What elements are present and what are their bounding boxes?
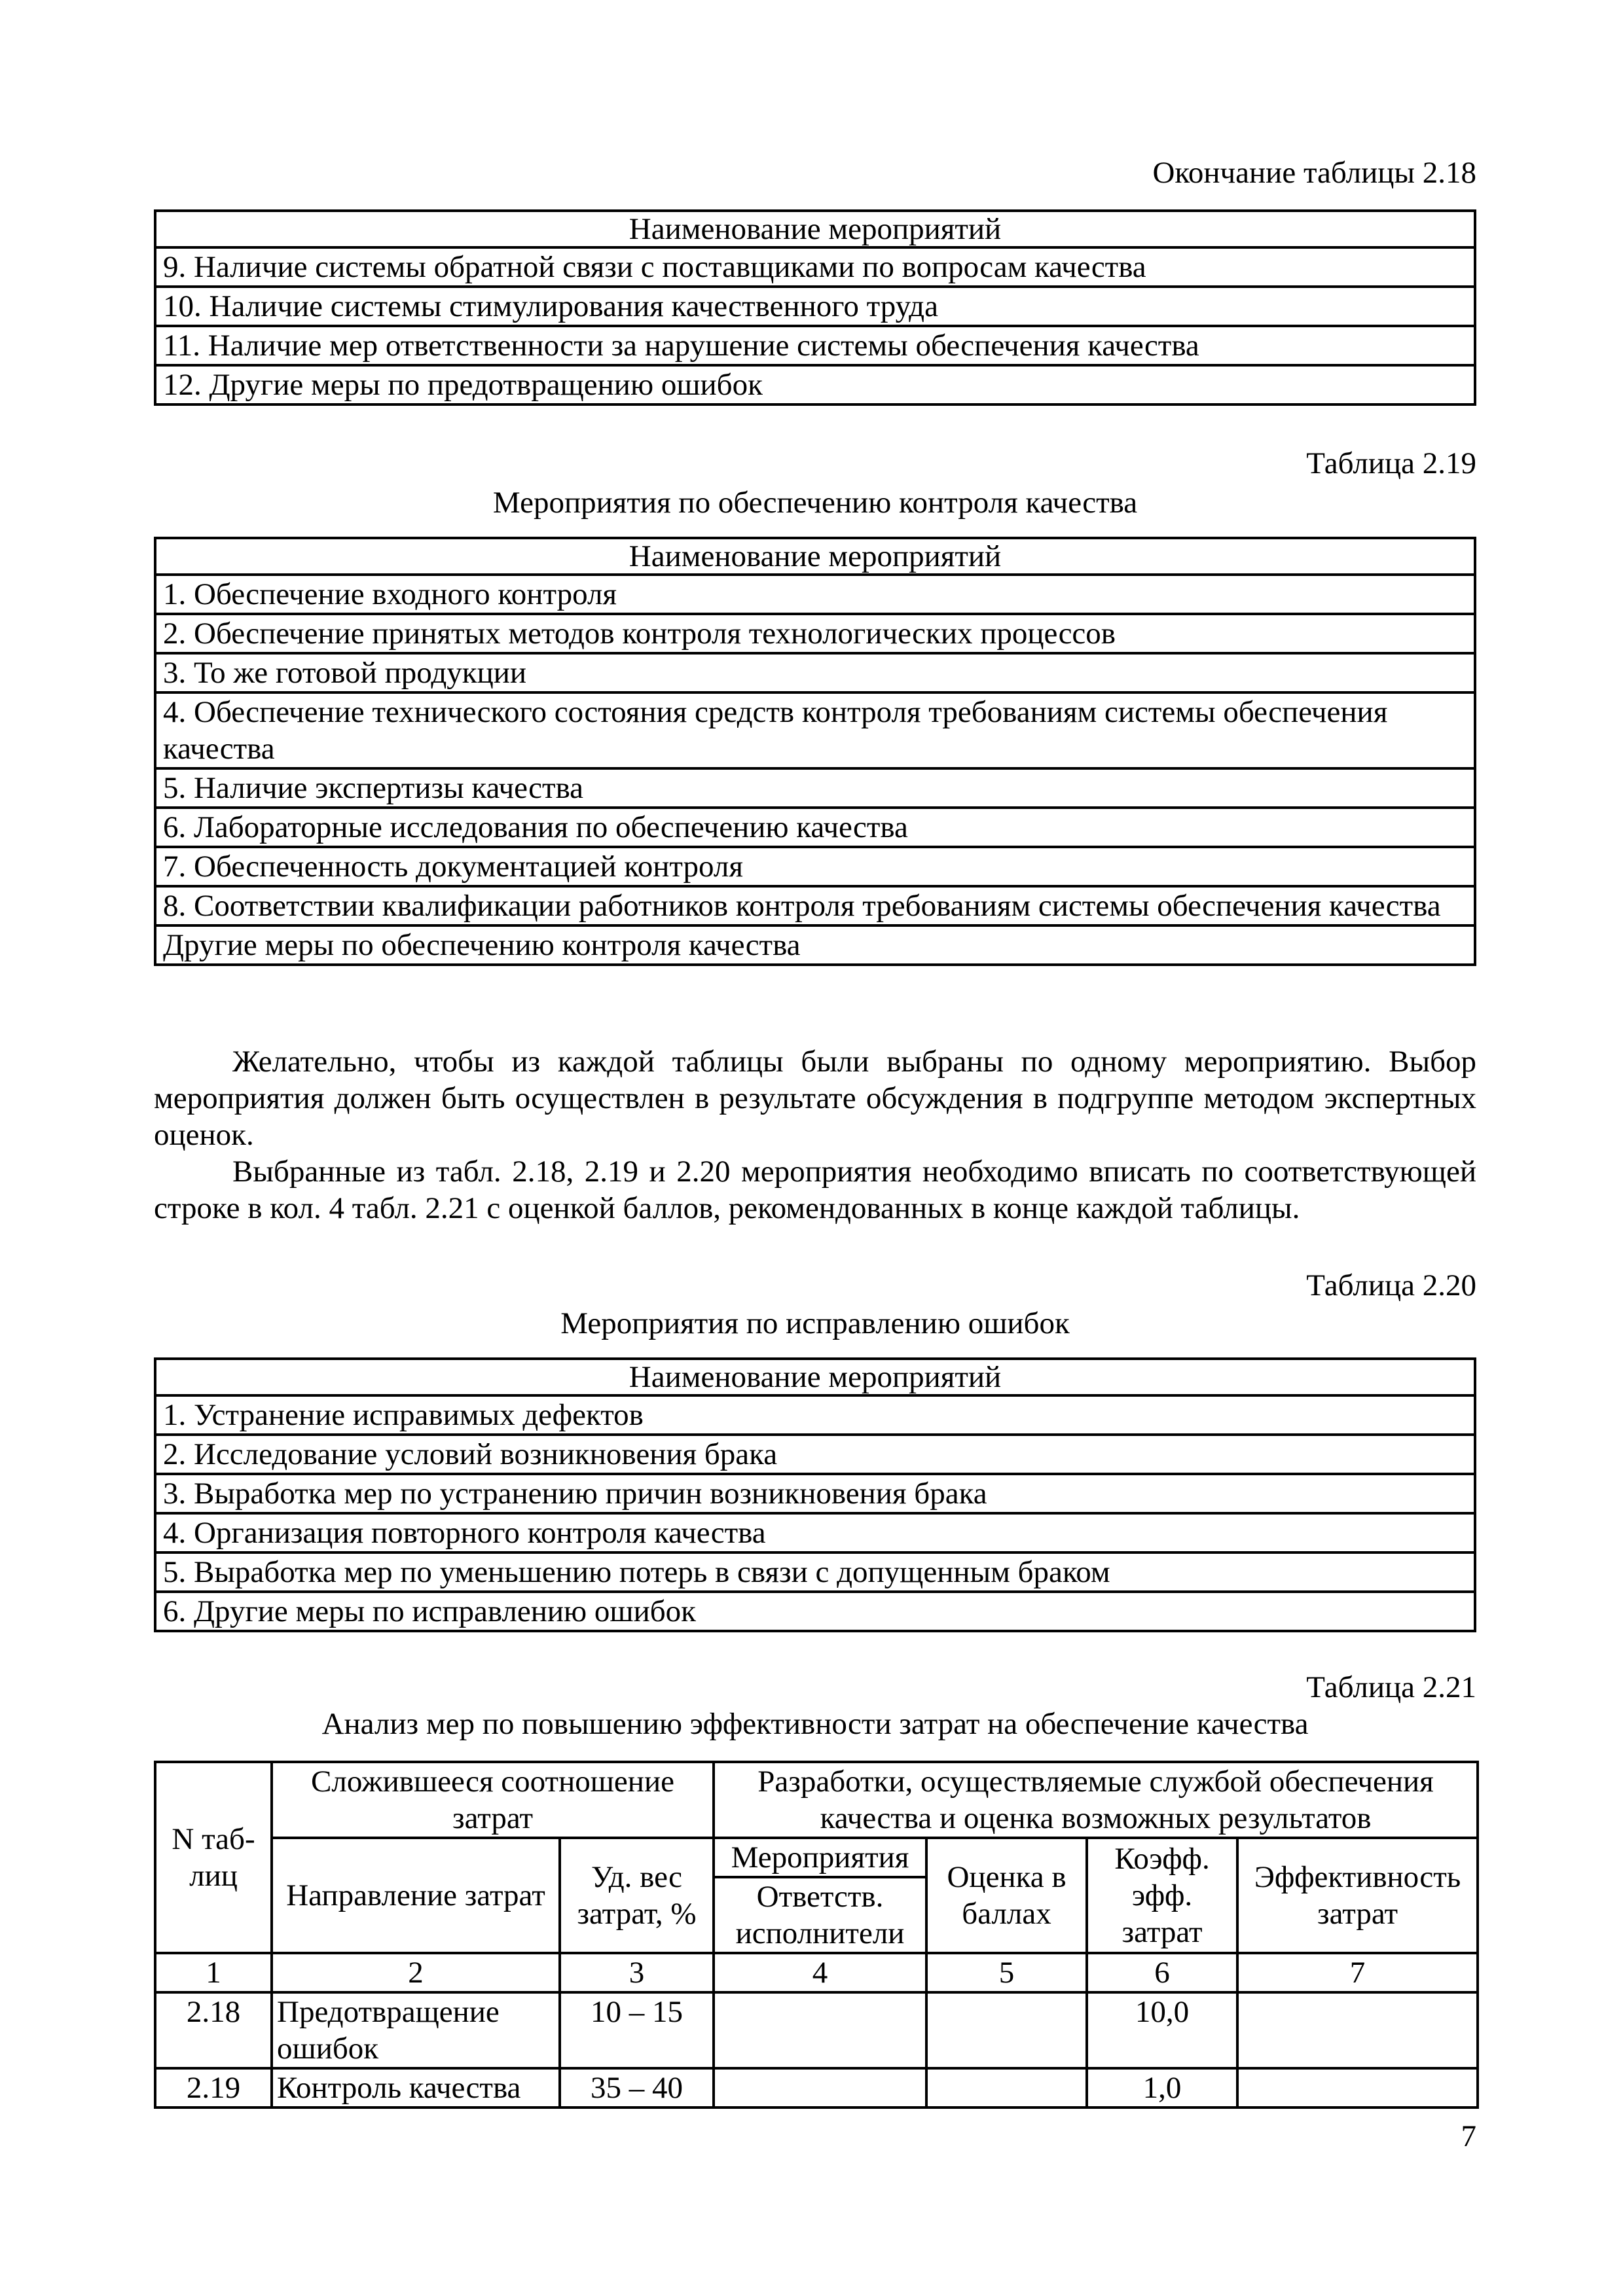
t19-header: Наименование мероприятий — [155, 538, 1475, 575]
t21-cell-share: 10 – 15 — [560, 1992, 714, 2068]
page-number: 7 — [1461, 2119, 1476, 2153]
t20-header: Наименование мероприятий — [155, 1359, 1475, 1395]
t21-cell-tab: 2.18 — [155, 1992, 272, 2068]
t21-title: Анализ мер по повышению эффективности затрат на обеспечение качества — [321, 1707, 1309, 1741]
table-row: 6. Другие меры по исправлению ошибок — [155, 1592, 1475, 1631]
t21-col-number: 5 — [926, 1953, 1087, 1992]
table-row: 5. Наличие экспертизы качества — [155, 768, 1475, 808]
table-2-21 — [154, 1761, 1479, 2109]
paragraph: Выбранные из табл. 2.18, 2.19 и 2.20 мероприятия необходимо вписать по соответствующей строке в кол. 4 табл. 2.21 с оценкой баллов, рекомендованных в конце каждой таблицы. — [154, 1155, 1476, 1225]
table-row: 5. Выработка мер по уменьшению потерь в связи с допущенным браком — [155, 1552, 1475, 1592]
table-row: 11. Наличие мер ответственности за нарушение системы обеспечения качества — [155, 326, 1475, 365]
t19-title: Мероприятия по обеспечению контроля качества — [492, 486, 1138, 520]
t18-header: Наименование мероприятий — [155, 211, 1475, 247]
table-row: 12. Другие меры по предотвращению ошибок — [155, 365, 1475, 404]
table-row: 2. Обеспечение принятых методов контроля технологических процессов — [155, 614, 1475, 653]
t20-title: Мероприятия по исправлению ошибок — [560, 1306, 1070, 1340]
table-row: 10. Наличие системы стимулирования качественного труда — [155, 287, 1475, 326]
body-text — [154, 1043, 1476, 1227]
table-2-20 — [154, 1357, 1476, 1632]
t21-cell-coef: 10,0 — [1087, 1992, 1237, 2068]
table-row: 4. Обеспечение технического состояния средств контроля требованиям системы обеспечения качества — [155, 692, 1475, 768]
t21-col-number: 6 — [1087, 1953, 1237, 1992]
table-row: 2. Исследование условий возникновения брака — [155, 1435, 1475, 1474]
t21-col-number: 3 — [560, 1953, 714, 1992]
table-row: 8. Соответствии квалификации работников контроля требованиям системы обеспечения качества — [155, 886, 1475, 925]
t21-header-score: Оценка в баллах — [926, 1838, 1087, 1953]
table-row — [155, 2068, 1478, 2108]
table-row: 9. Наличие системы обратной связи с поставщиками по вопросам качества — [155, 247, 1475, 287]
t21-cell-direction: Предотвращение ошибок — [272, 1992, 560, 2068]
t21-col-number: 1 — [155, 1953, 272, 1992]
t21-cell-measures — [714, 2068, 926, 2108]
t21-cell-measures — [714, 1992, 926, 2068]
t21-col-number: 7 — [1237, 1953, 1478, 1992]
t21-header-share: Уд. вес затрат, % — [560, 1838, 714, 1953]
t20-number: Таблица 2.20 — [1306, 1268, 1476, 1302]
table-row: 7. Обеспеченность документацией контроля — [155, 847, 1475, 886]
t18-caption: Окончание таблицы 2.18 — [1152, 156, 1476, 190]
table-row: 1. Устранение исправимых дефектов — [155, 1395, 1475, 1435]
table-row: 3. Выработка мер по устранению причин возникновения брака — [155, 1474, 1475, 1513]
t21-header-executors: Ответств. исполнители — [714, 1877, 926, 1953]
t21-cell-score — [926, 2068, 1087, 2108]
table-row: 4. Организация повторного контроля качества — [155, 1513, 1475, 1552]
t21-cell-eff — [1237, 2068, 1478, 2108]
table-row: 6. Лабораторные исследования по обеспечению качества — [155, 808, 1475, 847]
table-row: 3. То же готовой продукции — [155, 653, 1475, 692]
t21-col-number: 4 — [714, 1953, 926, 1992]
table-row: 1. Обеспечение входного контроля — [155, 575, 1475, 614]
t21-header-coef: Коэфф. эфф. затрат — [1087, 1838, 1237, 1953]
t21-cell-score — [926, 1992, 1087, 2068]
t21-cell-share: 35 – 40 — [560, 2068, 714, 2108]
t21-number: Таблица 2.21 — [1306, 1670, 1476, 1704]
t21-header-ntab: N таб-лиц — [155, 1762, 272, 1953]
t21-header-eff: Эффективность затрат — [1237, 1838, 1478, 1953]
table-2-18 — [154, 209, 1476, 406]
t21-cell-direction: Контроль качества — [272, 2068, 560, 2108]
t21-cell-coef: 1,0 — [1087, 2068, 1237, 2108]
table-row — [155, 1992, 1478, 2068]
table-row: Другие меры по обеспечению контроля качества — [155, 925, 1475, 965]
table-2-19 — [154, 537, 1476, 966]
t19-number: Таблица 2.19 — [1306, 446, 1476, 480]
t21-col-number: 2 — [272, 1953, 560, 1992]
t21-cell-tab: 2.19 — [155, 2068, 272, 2108]
paragraph: Желательно, чтобы из каждой таблицы были выбраны по одному мероприятию. Выбор мероприятия должен быть осуществлен в результате обсуждения в подгруппе методом экспертных оценок. — [154, 1045, 1476, 1152]
t21-header-measures: Мероприятия — [714, 1838, 926, 1877]
t21-cell-eff — [1237, 1992, 1478, 2068]
t21-header-group1: Сложившееся соотношение затрат — [272, 1762, 714, 1838]
t21-header-group2: Разработки, осуществляемые службой обеспечения качества и оценка возможных результатов — [714, 1762, 1478, 1838]
t21-header-direction: Направление затрат — [272, 1838, 560, 1953]
